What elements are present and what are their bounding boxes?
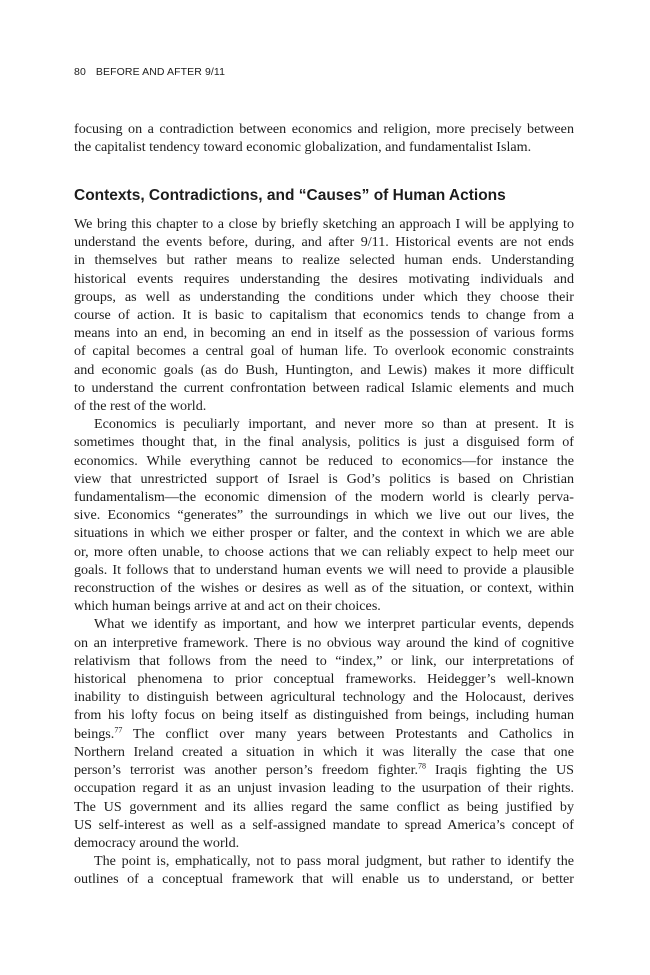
text-line: historical events requires understanding the desires motivating individuals and [74, 270, 574, 287]
text-line [74, 761, 574, 779]
text-line: and economic goals (as do Bush, Huntington, and Lewis) makes it more difficult [74, 361, 574, 378]
text-line: means into an end, in becoming an end in itself as the possession of various forms [74, 325, 574, 342]
text-line: of capital becomes a central goal of human life. To overlook economic constraints [74, 343, 574, 360]
text-line: understand the events before, during, and after 9/11. Historical events are not ends [74, 234, 574, 251]
running-title: BEFORE AND AFTER 9/11 [95, 66, 226, 78]
text-line: of the rest of the world. [74, 398, 207, 415]
text-line: in themselves but rather means to realize selected human ends. Understanding [74, 252, 574, 269]
text-line: which human beings arrive at and act on their choices. [74, 598, 381, 615]
text-line: or, more often unable, to choose actions that we can reliably expect to help meet our [74, 543, 574, 560]
text-line: focusing on a contradiction between economics and religion, more precisely between [74, 121, 574, 137]
text-line: fundamentalism—the economic dimension of the modern world is clearly perva- [74, 489, 574, 506]
text-fragment: Iraqis fighting the US [426, 762, 574, 779]
paragraph-4 [74, 852, 574, 888]
body-text [74, 215, 574, 889]
text-line: on an interpretive framework. There is no obvious way around the kind of cognitive [74, 634, 574, 651]
footnote-ref-77[interactable]: 77 [114, 725, 123, 734]
text-line: course of action. It is basic to capitalism that economics tends to change from a [74, 307, 574, 324]
text-line: inability to distinguish between agricultural technology and the Holocaust, derives [74, 689, 574, 706]
text-line: We bring this chapter to a close by briefly sketching an approach I will be applying to [74, 216, 574, 232]
text-line: economics. While everything cannot be reduced to economics—for instance the [74, 452, 574, 469]
text-line: democracy around the world. [74, 834, 240, 851]
text-line: from his lofty focus on being itself as distinguished from beings, including human [74, 707, 574, 724]
footnote-ref-78[interactable]: 78 [418, 761, 427, 771]
text-line: sometimes thought that, in the final analysis, politics is just a disguised form of [74, 434, 574, 451]
text-line: outlines of a conceptual framework that will enable us to understand, or better [74, 871, 574, 888]
text-line [74, 725, 574, 743]
text-fragment: The conflict over many years between Protestants and Catholics in [122, 725, 574, 742]
text-line: historical phenomena to prior conceptual frameworks. Heidegger’s well-known [74, 671, 574, 688]
text-line: reconstruction of the wishes or desires as well as of the situation, or context, within [74, 580, 574, 597]
running-header [74, 66, 225, 78]
text-fragment: person’s terrorist was another person’s freedom fighter. [74, 762, 419, 779]
text-line: goals. It follows that to understand human events we will need to provide a plausible [74, 561, 574, 578]
text-line: What we identify as important, and how we interpret particular events, depends [94, 616, 574, 633]
paragraph-1 [74, 215, 574, 415]
text-line: the capitalist tendency toward economic globalization, and fundamentalist Islam. [74, 139, 532, 156]
text-line: Economics is peculiarly important, and never more so than at present. It is [94, 416, 574, 433]
text-line: Northern Ireland created a situation in which it was literally the case that one [74, 743, 574, 760]
text-line: occupation regard it as an unjust invasion leading to the usurpation of their rights. [74, 780, 574, 797]
text-line: The point is, emphatically, not to pass moral judgment, but rather to identify the [94, 853, 574, 870]
text-line: view that unrestricted support of Israel is God’s politics is based on Christian [74, 470, 574, 487]
intro-paragraph [74, 120, 574, 156]
text-line: relativism that follows from the need to “index,” or link, our interpretations of [74, 652, 574, 669]
text-fragment: beings. [74, 725, 115, 742]
paragraph-2 [74, 415, 574, 615]
page-number: 80 [74, 66, 86, 78]
section-heading: Contexts, Contradictions, and “Causes” of Human Actions [74, 187, 506, 204]
text-line: US self-interest as well as a self-assigned mandate to spread America’s concept of [74, 816, 574, 833]
text-line: groups, as well as understanding the conditions under which they choose their [74, 288, 574, 305]
paragraph-3 [74, 615, 574, 852]
text-line: to understand the current confrontation between radical Islamic elements and much [74, 379, 574, 396]
text-line: sive. Economics “generates” the surroundings in which we live out our lives, the [74, 507, 574, 524]
text-line: situations in which we either prosper or falter, and the context in which we are able [74, 525, 574, 542]
text-line: The US government and its allies regard the same conflict as being justified by [74, 798, 574, 815]
